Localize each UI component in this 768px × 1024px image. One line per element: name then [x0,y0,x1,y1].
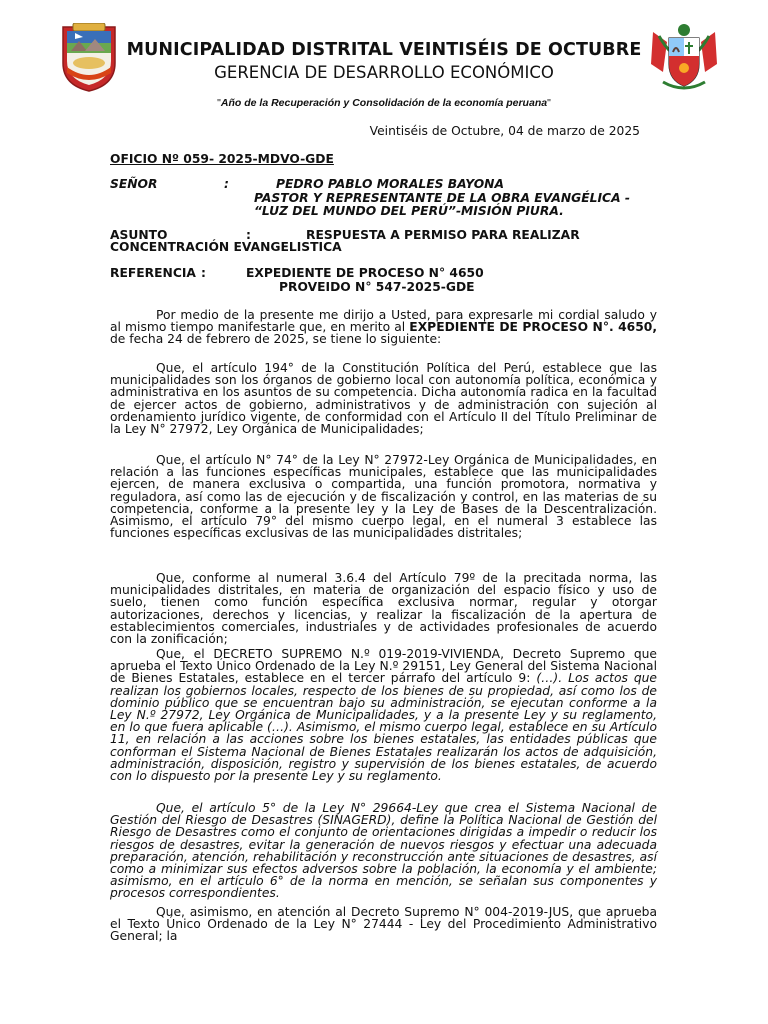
oficio-number: OFICIO Nº 059- 2025-MDVO-GDE [110,152,334,166]
asunto-text-2: CONCENTRACIÓN EVANGELISTICA [110,240,342,254]
paragraph-ley-29664 [110,802,657,900]
paragraph-decreto-004 [110,906,657,943]
motto-text: Año de la Recuperación y Consolidación de la economía peruana [220,97,548,109]
referencia-line-2: PROVEIDO N° 547-2025-GDE [279,280,475,294]
year-motto [0,97,768,109]
recipient-colon: : [224,177,229,191]
date-line: Veintiséis de Octubre, 04 de marzo de 2025 [369,124,640,138]
paragraph-intro [110,309,657,346]
intro-text-c: de fecha 24 de febrero de 2025, se tiene lo siguiente: [110,332,442,347]
decreto-019-text: Que, el DECRETO SUPREMO N.º 019-2019-VIVIENDA, Decreto Supremo que aprueba el Texto Único Ordenado de la Ley N.º 29151, Ley General del Sistema Nacional de Bienes Estatales, establece en el tercer párrafo del artículo 9: [110,647,657,686]
intro-expediente: EXPEDIENTE DE PROCESO N°. 4650, [409,320,658,335]
department-name: GERENCIA DE DESARROLLO ECONÓMICO [214,63,554,82]
constitution-text: Que, el artículo 194° de la Constitución Política del Perú, establece que las municipalidades son los órganos de gobierno local con autonomía política, económica y administrativa en los asuntos de su competencia. Dicha autonomía radica en la facultad de ejercer actos de gobierno, administrativos y de administración con sujeción al ordenamiento jurídico vigente, de conformidad con el Artículo II del Título Preliminar de la Ley N° 27972, Ley Orgánica de Municipalidades; [110,361,657,437]
referencia-colon: : [201,266,206,280]
motto-open-quote: " [217,97,221,109]
recipient-organization: “LUZ DEL MUNDO DEL PERÚ”-MISIÓN PIURA. [254,204,564,218]
paragraph-numeral-364 [110,572,657,645]
paragraph-article-74 [110,454,657,539]
asunto-colon: : [246,228,251,242]
asunto-text-1: RESPUESTA A PERMISO PARA REALIZAR [306,228,580,242]
referencia-label: REFERENCIA [110,266,196,280]
numeral-364-text: Que, conforme al numeral 3.6.4 del Artículo 79º de la precitada norma, las municipalidades distritales, en materia de organización del espacio físico y uso de suelo, tienen como función específica exclusiva normar, regular y otorgar autorizaciones, derechos y licencias, y realizar la fiscalización de la apertura de establecimientos comerciales, industriales y de actividades profesionales de acuerdo con la zonificación; [110,571,657,647]
motto-close-quote: " [547,97,551,109]
referencia-line-1: EXPEDIENTE DE PROCESO N° 4650 [246,266,484,280]
article-74-text: Que, el artículo N° 74° de la Ley N° 27972-Ley Orgánica de Municipalidades, en relación a las funciones específicas municipales, establece que las municipalidades ejercen, de manera exclusiva o compartida, una función promotora, normativa y reguladora, así como las de ejecución y de fiscalización y control, en las materias de su competencia, conforme a la presente ley y la Ley de Bases de la Descentralización. Asimismo, el artículo 79° del mismo cuerpo legal, en el numeral 3 establece las funciones específicas exclusivas de las municipalidades distritales; [110,453,657,541]
asunto-label: ASUNTO [110,228,168,242]
recipient-title: PASTOR Y REPRESENTANTE DE LA OBRA EVANGÉLICA - [254,191,630,205]
recipient-name: PEDRO PABLO MORALES BAYONA [276,177,504,191]
decreto-019-quote: (…). Los actos que realizan los gobiernos locales, respecto de los bienes de su propiedad, así como los de dominio público que se encuentran bajo su administración, se ejecutan conforme a la Ley N.º 27972, Ley Orgánica de Municipalidades, y a la presente Ley y su reglamento, en lo que fuera aplicable (…). Asimismo, el mismo cuerpo legal, establece en su Artículo 11, en relación a las acciones sobre los bienes estatales, las entidades públicas que conforman el Sistema Nacional de Bienes Estatales realizarán los actos de adquisición, administración, disposición, registro y supervisión de los bienes estatales, de acuerdo con lo dispuesto por la presente Ley y su reglamento. [110,671,657,784]
paragraph-constitution [110,362,657,435]
intro-text-a: Por medio de la presente me dirijo a Usted, para expresarle mi cordial saludo y al mismo tiempo manifestarle que, en merito al [110,308,657,335]
decreto-004-text: Que, asimismo, en atención al Decreto Supremo N° 004-2019-JUS, que aprueba el Texto Único Ordenado de la Ley N° 27444 - Ley del Procedimiento Administrativo General; la [110,905,657,944]
ley-29664-text: Que, el artículo 5° de la Ley N° 29664-Ley que crea el Sistema Nacional de Gestión del Riesgo de Desastres (SINAGERD), define la Política Nacional de Gestión del Riesgo de Desastres como el conjunto de orientaciones dirigidas a impedir o reducir los riesgos de desastres, evitar la generación de nuevos riesgos y efectuar una adecuada preparación, atención, rehabilitación y reconstrucción ante situaciones de desastres, así como a minimizar sus efectos adversos sobre la población, la economía y el ambiente; asimismo, en el artículo 6° de la norma en mención, se señalan sus componentes y procesos correspondientes. [110,801,657,901]
recipient-label: SEÑOR [110,177,158,191]
paragraph-decreto-019 [110,648,657,782]
org-name: MUNICIPALIDAD DISTRITAL VEINTISÉIS DE OCTUBRE [126,40,642,60]
